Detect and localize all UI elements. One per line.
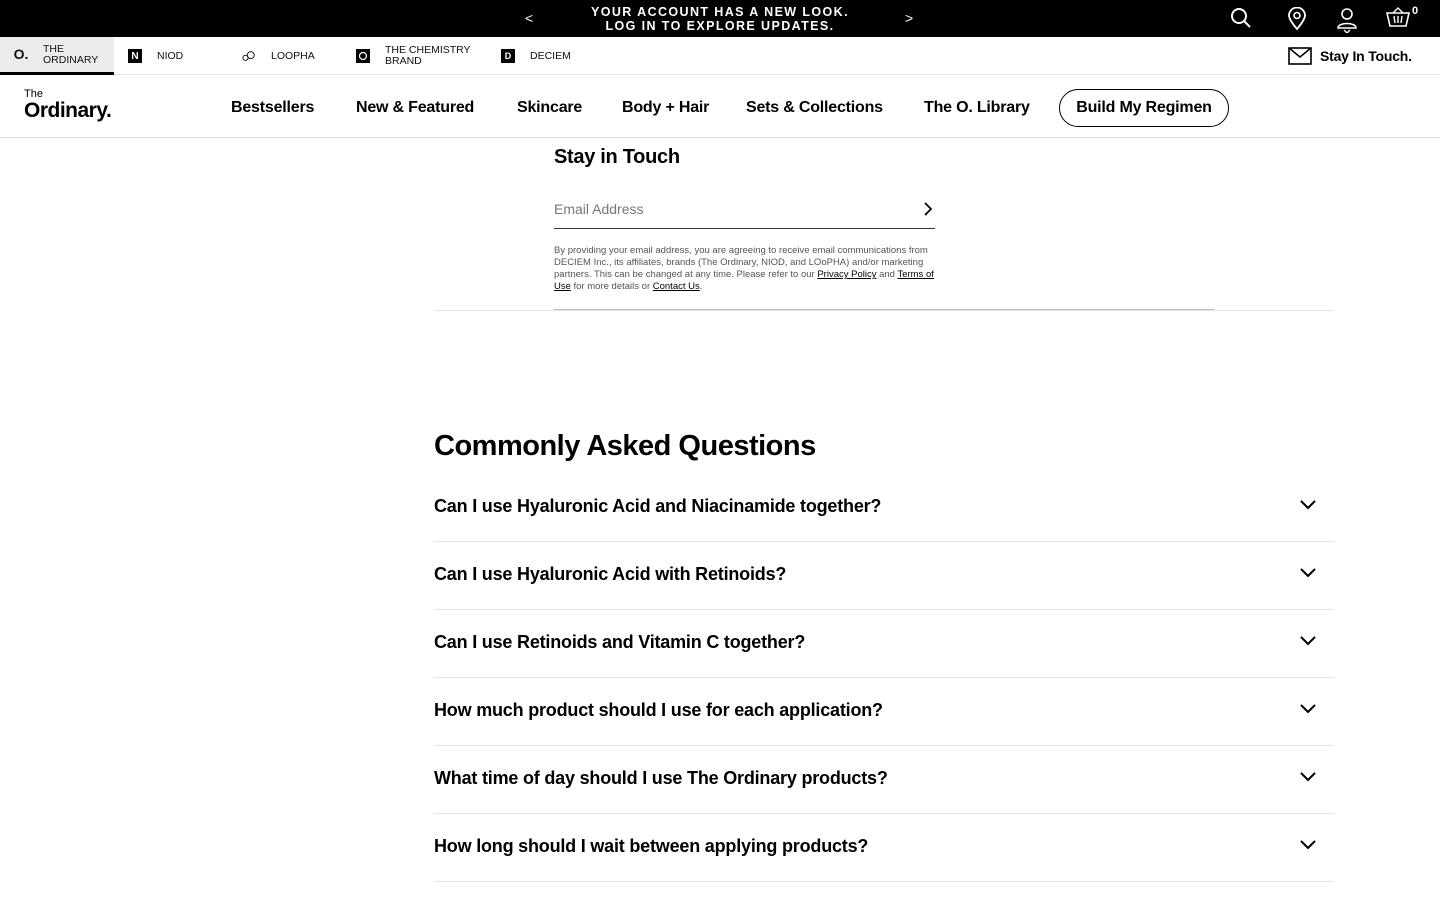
chevron-down-icon[interactable] <box>1298 770 1318 784</box>
nav-bestsellers[interactable]: Bestsellers <box>231 99 315 116</box>
faq-question: What time of day should I use The Ordinary products? <box>434 768 888 788</box>
site-logo-small: The <box>24 88 43 100</box>
faq-item[interactable] <box>434 746 1334 814</box>
brand-tab-the-ordinary[interactable] <box>0 37 114 75</box>
nav-sets-collections[interactable]: Sets & Collections <box>746 99 883 116</box>
chemistry-icon <box>356 49 370 63</box>
search-icon[interactable] <box>1230 7 1254 31</box>
brand-bar <box>0 37 1440 75</box>
faq-item[interactable] <box>434 474 1334 542</box>
divider <box>434 310 1334 311</box>
faq-item[interactable] <box>434 678 1334 746</box>
build-my-regimen-button[interactable]: Build My Regimen <box>1059 89 1229 127</box>
terms-of-use-link[interactable]: Terms of Use <box>554 269 934 292</box>
nav-skincare[interactable]: Skincare <box>517 99 583 116</box>
loopha-icon <box>242 49 256 63</box>
brand-logo-deciem: D <box>501 49 515 63</box>
brand-logo-the-ordinary: O. <box>13 46 29 62</box>
announcement-line-2: LOG IN TO EXPLORE UPDATES. <box>605 19 835 33</box>
chevron-down-icon[interactable] <box>1298 634 1318 648</box>
announcement-message[interactable] <box>570 5 870 33</box>
announcement-prev-button[interactable]: < <box>525 10 534 26</box>
faq-item[interactable] <box>434 610 1334 678</box>
location-pin-icon[interactable] <box>1286 7 1310 31</box>
faq-question: How much product should I use for each application? <box>434 700 883 720</box>
chevron-right-icon[interactable] <box>921 200 935 218</box>
site-logo[interactable] <box>24 89 111 122</box>
faq-question: How long should I wait between applying products? <box>434 836 869 856</box>
stay-in-touch-link[interactable] <box>1288 37 1412 75</box>
account-icon[interactable] <box>1336 7 1360 31</box>
announcement-bar <box>0 0 1440 37</box>
main-navigation <box>0 75 1440 138</box>
faq-question: Can I use Retinoids and Vitamin C together? <box>434 632 806 652</box>
brand-label: THE ORDINARY <box>43 42 99 66</box>
chevron-down-icon[interactable] <box>1298 498 1318 512</box>
privacy-policy-link[interactable]: Privacy Policy <box>817 269 877 280</box>
brand-logo-niod: N <box>128 49 142 63</box>
contact-us-link[interactable]: Contact Us <box>652 281 700 292</box>
faq-title: Commonly Asked Questions <box>434 430 816 462</box>
faq-item[interactable] <box>434 814 1334 882</box>
brand-label: THE CHEMISTRY BRAND <box>385 44 471 67</box>
chevron-down-icon[interactable] <box>1298 838 1318 852</box>
newsletter-legal-text: By providing your email address, you are agreeing to receive email communications from DECIEM Inc., its affiliates, brands (The Ordinary, NIOD, and LOoPHA) and/or marketing partners. This can be changed at any time. Please refer to our Privacy Policy and Terms of Use for more details or Contact Us. <box>554 245 934 292</box>
chevron-down-icon[interactable] <box>1298 566 1318 580</box>
brand-label: NIOD <box>157 49 184 62</box>
nav-body-hair[interactable]: Body + Hair <box>622 99 710 116</box>
announcement-next-button[interactable]: > <box>905 10 914 26</box>
faq-question: Can I use Hyaluronic Acid and Niacinamide together? <box>434 496 882 516</box>
newsletter-title: Stay in Touch <box>554 146 680 168</box>
basket-icon[interactable] <box>1386 7 1410 31</box>
announcement-line-1: YOUR ACCOUNT HAS A NEW LOOK. <box>591 5 849 19</box>
site-logo-large: Ordinary. <box>24 99 112 122</box>
cart-count-badge: 0 <box>1412 5 1419 17</box>
chevron-down-icon[interactable] <box>1298 702 1318 716</box>
brand-tab-loopha[interactable] <box>242 37 315 75</box>
stay-in-touch-label: Stay In Touch. <box>1320 48 1412 64</box>
nav-the-o-library[interactable]: The O. Library <box>924 99 1030 116</box>
nav-new-featured[interactable]: New & Featured <box>356 99 475 116</box>
brand-label: DECIEM <box>530 49 571 62</box>
brand-tab-deciem[interactable] <box>501 37 571 75</box>
brand-tab-the-chemistry-brand[interactable] <box>356 37 471 75</box>
email-input[interactable] <box>554 192 904 226</box>
brand-label: LOOPHA <box>271 49 315 62</box>
email-form <box>554 192 935 229</box>
envelope-icon <box>1288 47 1312 65</box>
faq-question: Can I use Hyaluronic Acid with Retinoids? <box>434 564 787 584</box>
faq-item[interactable] <box>434 542 1334 610</box>
brand-tab-niod[interactable] <box>128 37 183 75</box>
